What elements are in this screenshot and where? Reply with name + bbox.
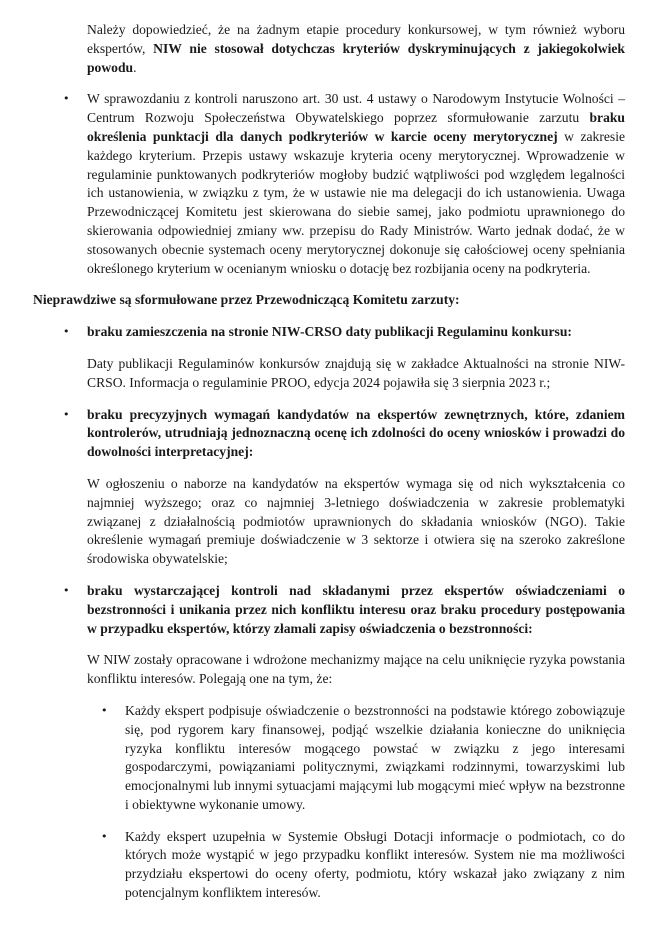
bullet-marker-icon: • — [63, 407, 70, 421]
document-body — [33, 21, 625, 903]
text-content: Daty publikacji Regulaminów konkursów znajdują się w zakładce Aktualności na stronie NIW-CRSO. Informacja o regulaminie PROO, edycja 2024 pojawiła się 3 sierpnia 2023 r.; — [87, 355, 625, 390]
bullet-marker-icon: • — [63, 325, 70, 339]
section-heading — [33, 291, 625, 310]
text-content: W NIW zostały opracowane i wdrożone mechanizmy mające na celu uniknięcie ryzyka powstania konfliktu interesów. Polegają one na tym, że: — [87, 652, 625, 687]
text-content: braku zamieszczenia na stronie NIW-CRSO daty publikacji Regulaminu konkursu: — [87, 324, 572, 340]
bullet-item — [33, 406, 625, 462]
bullet-item — [33, 90, 625, 278]
bullet-item — [33, 323, 625, 342]
bullet-marker-icon: • — [101, 703, 108, 717]
bullet-item — [33, 582, 625, 638]
sub-bullet-item — [33, 828, 625, 903]
bullet-marker-icon: • — [101, 829, 108, 843]
paragraph — [33, 21, 625, 77]
paragraph — [33, 475, 625, 569]
sub-bullet-item — [33, 702, 625, 815]
text-content: Nieprawdziwe są sformułowane przez Przewodniczącą Komitetu zarzuty: — [33, 292, 460, 308]
paragraph — [33, 355, 625, 393]
text-content: Każdy ekspert podpisuje oświadczenie o bezstronności na podstawie którego zobowiązuje się, pod rygorem kary finansowej, podjąć wszelkie działania konieczne do uniknięcia ryzyka konfliktu interesów mogącego powstać w związku z jego interesami gospodarczymi, powiązaniami politycznymi, związkami rodzinnymi, towarzyskimi lub emocjonalnymi lub innymi sytuacjami mającymi lub mogącymi mieć wpływ na bezstronne i obiektywne wykonanie umowy. — [125, 702, 625, 812]
bullet-marker-icon: • — [63, 92, 70, 106]
text-content: braku wystarczającej kontroli nad składanymi przez ekspertów oświadczeniami o bezstronności i unikania przez nich konfliktu interesu oraz braku procedury postępowania w przypadku ekspertów, którzy złamali zapisy oświadczenia o bezstronności: — [87, 582, 625, 636]
text-content: W sprawozdaniu z kontroli naruszono art. 30 ust. 4 ustawy o Narodowym Instytucie Wolności – Centrum Rozwoju Społeczeństwa Obywatelskiego poprzez sformułowanie zarzutu braku określenia punktacji dla danych podkryteriów w karcie oceny merytorycznej w zakresie każdego kryterium. Przepis ustawy wskazuje kryteria oceny merytorycznej. Wprowadzenie w regulaminie punktowanych podkryteriów mogłoby budzić wątpliwości pod względem legalności ich ustanowienia, w związku z tym, że w ustawie nie ma delegacji do ich ustanowienia. Uwaga Przewodniczącej Komitetu jest skierowana do siebie samej, jako podmiotu uprawnionego do skierowania odpowiedniej zmiany ww. przepisu do Rady Ministrów. Warto jednak dodać, że w stosowanych obecnie systemach oceny merytorycznej dokonuje się całościowej oceny spełniania określonego kryterium w ocenianym wniosku o dotację bez rozbijania oceny na podkryteria. — [87, 91, 626, 276]
text-content: Należy dopowiedzieć, że na żadnym etapie procedury konkursowej, w tym również wyboru ekspertów, NIW nie stosował dotychczas kryteriów dyskryminujących z jakiegokolwiek powodu. — [87, 22, 625, 75]
text-content: braku precyzyjnych wymagań kandydatów na ekspertów zewnętrznych, które, zdaniem kontrolerów, utrudniają jednoznaczną ocenę ich zdolności do oceny wniosków i prowadzi do dowolności interpretacyjnej: — [87, 406, 625, 460]
text-content: Każdy ekspert uzupełnia w Systemie Obsługi Dotacji informacje o podmiotach, co do których może wystąpić w jego przypadku konflikt interesów. System nie ma możliwości przydziału ekspertowi do oceny oferty, podmiotu, który wskazał jako związany z nim potencjalnym konfliktem interesów. — [125, 828, 625, 901]
bullet-marker-icon: • — [63, 583, 70, 597]
paragraph — [33, 651, 625, 689]
text-content: W ogłoszeniu o naborze na kandydatów na ekspertów wymaga się od nich wykształcenia co najmniej wyższego; oraz co najmniej 3-letniego doświadczenia w zakresie problematyki związanej z działalnością podmiotów uprawnionych do składania wniosków (NGO). Takie określenie wymagań premiuje doświadczenie w 3 sektorze i otwiera się na szeroko zakreślone środowiska obywatelskie; — [87, 475, 625, 567]
